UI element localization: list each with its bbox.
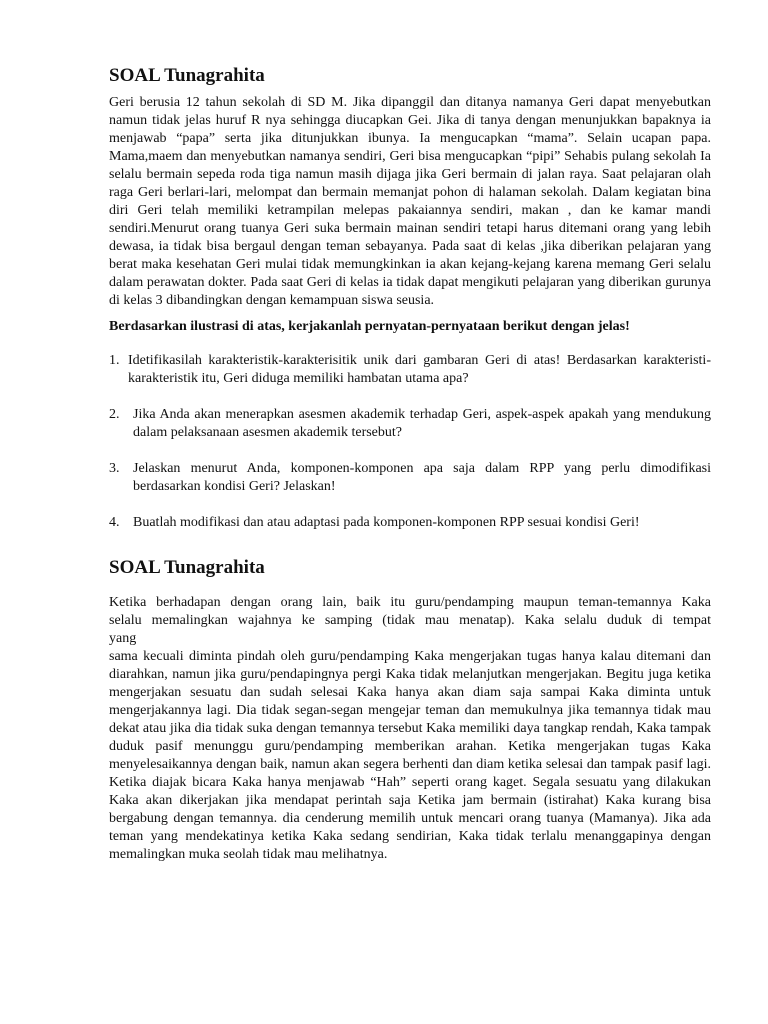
question-text: Jika Anda akan menerapkan asesmen akademik terhadap Geri, aspek-aspek apakah yang mendukung dalam pelaksanaan asesmen akademik tersebut?: [133, 407, 711, 440]
section1-title: SOAL Tunagrahita: [109, 65, 265, 86]
question-item: [109, 514, 711, 532]
section2-paragraph: [109, 594, 711, 864]
question-number: 1.: [109, 353, 120, 368]
question-item: [109, 406, 711, 442]
section2-line: yang: [109, 631, 137, 646]
question-text: Buatlah modifikasi dan atau adaptasi pada komponen-komponen RPP sesuai kondisi Geri!: [133, 515, 640, 530]
question-text: Idetifikasilah karakteristik-karakterisitik unik dari gambaran Geri di atas! Berdasarkan karakteristi-karakteristik itu, Geri diduga memiliki hambatan utama apa?: [128, 353, 711, 386]
section2-line: Ketika berhadapan dengan orang lain, baik itu guru/pendamping maupun teman-temannya Kaka: [109, 595, 711, 610]
section1-paragraph: Geri berusia 12 tahun sekolah di SD M. Jika dipanggil dan ditanya namanya Geri dapat menyebutkan namun tidak jelas huruf R nya sehingga diucapkan Gei. Jika di tanya dengan menunjukkan bapaknya ia menjawab “papa” serta jika ditunjukkan ibunya. Ia mengucapkan “mama”. Selain ucapan papa. Mama,maem dan menyebutkan namanya sendiri, Geri bisa mengucapkan “pipi” Sehabis pulang sekolah Ia selalu bermain sepeda roda tiga namun masih dijaga jika Geri bermain di jalan raya. Saat pelajaran olah raga Geri berlari-lari, melompat dan bermain memanjat pohon di halaman sekolah. Dalam kegiatan bina diri Geri telah memiliki ketrampilan melepas pakaiannya sendiri, makan , dan ke kamar mandi sendiri.Menurut orang tuanya Geri suka bermain mainan sendiri tetapi harus ditemani orang yang lebih dewasa, ia tidak bisa bergaul dengan teman sebayanya. Pada saat di kelas ,jika diberikan pelajaran yang berat maka kesehatan Geri mulai tidak memungkinkan ia akan kejang-kejang karena memang Geri selalu dalam perawatan dokter. Pada saat Geri di kelas ia tidak dapat mengikuti pelajaran yang diberikan gurunya di kelas 3 dibandingkan dengan kemampuan siswa seusia.: [109, 95, 711, 308]
instruction-text: Berdasarkan ilustrasi di atas, kerjakanlah pernyatan-pernyataan berikut dengan jelas!: [109, 319, 630, 334]
section2-paragraph-rest: sama kecuali diminta pindah oleh guru/pendamping Kaka mengerjakan tugas hanya kalau ditemani dan diarahkan, namun jika guru/pendapingnya pergi Kaka tidak melanjutkan mengerjakan. Begitu juga ketika mengerjakan sesuatu dan sudah selesai Kaka hanya akan diam saja sampai Kaka diminta untuk mengerjakannya lagi. Dia tidak segan-segan mengejar teman dan memukulnya jika temannya tidak mau dekat atau jika dia tidak suka dengan temannya tersebut Kaka memiliki daya tangkap rendah, Kaka tampak duduk pasif menunggu guru/pendamping memberikan arahan. Ketika mengerjakan tugas Kaka menyelesaikannya dengan baik, namun akan segera berhenti dan diam ketika selesai dan tampak pasif lagi. Ketika diajak bicara Kaka hanya menjawab “Hah” seperti orang kaget. Segala sesuatu yang dilakukan Kaka akan dikerjakan jika mendapat perintah saja Ketika jam bermain (istirahat) Kaka kurang bisa bergabung dengan temannya. dia cenderung memilih untuk mencari orang tuanya (Mamanya). Jika ada teman yang mendekatinya ketika Kaka sedang sendirian, Kaka tidak terlalu menanggapinya dengan memalingkan muka seolah tidak mau melihatnya.: [109, 649, 711, 862]
question-item: [109, 352, 711, 388]
document-content: [109, 62, 711, 864]
question-number: 3.: [109, 461, 120, 476]
section2-line: selalu memalingkan wajahnya ke samping (tidak mau menatap). Kaka selalu duduk di tempat: [109, 613, 711, 628]
question-number: 2.: [109, 407, 120, 422]
section2-title: SOAL Tunagrahita: [109, 557, 265, 578]
question-item: [109, 460, 711, 496]
question-number: 4.: [109, 515, 120, 530]
question-text: Jelaskan menurut Anda, komponen-komponen apa saja dalam RPP yang perlu dimodifikasi berdasarkan kondisi Geri? Jelaskan!: [133, 461, 711, 494]
